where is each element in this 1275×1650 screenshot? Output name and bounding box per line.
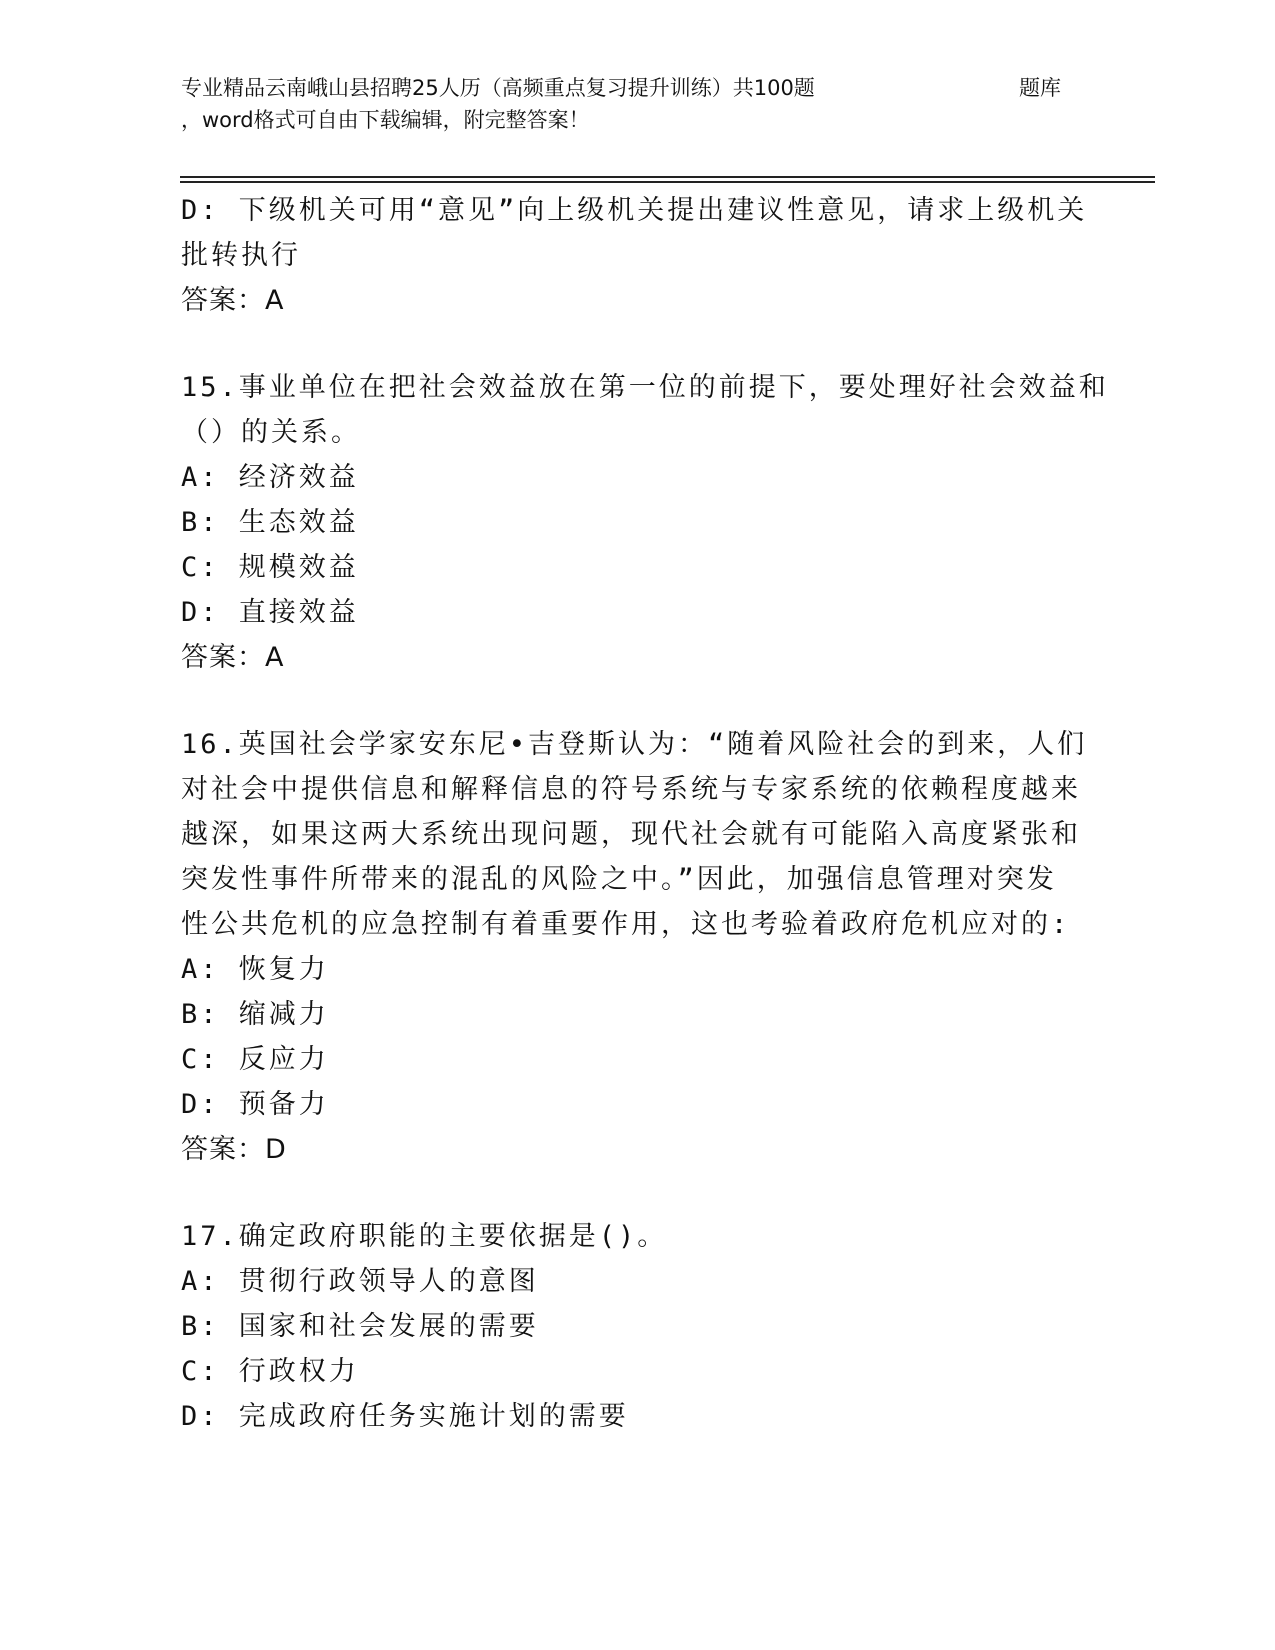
page-header — [181, 72, 1081, 136]
option-c: C: 反应力 — [181, 1044, 329, 1075]
option-a: A: 恢复力 — [181, 954, 329, 985]
option-b: B: 国家和社会发展的需要 — [181, 1311, 539, 1342]
option-d-continued: 批转执行 — [181, 240, 301, 271]
option-d: D: 下级机关可用“意见”向上级机关提出建议性意见，请求上级机关 — [181, 195, 1088, 226]
question-15 — [181, 365, 1109, 680]
question-stem-continued: 性公共危机的应急控制有着重要作用，这也考验着政府危机应对的: — [181, 909, 1071, 940]
option-b: B: 缩减力 — [181, 999, 329, 1030]
option-d: D: 预备力 — [181, 1089, 329, 1120]
question-stem: 16.英国社会学家安东尼•吉登斯认为：“随着风险社会的到来，人们 — [181, 729, 1088, 760]
option-c: C: 规模效益 — [181, 552, 359, 583]
option-d: D: 完成政府任务实施计划的需要 — [181, 1401, 629, 1432]
question-stem: 15.事业单位在把社会效益放在第一位的前提下，要处理好社会效益和 — [181, 372, 1109, 403]
option-c: C: 行政权力 — [181, 1356, 359, 1387]
header-title: 专业精品云南峨山县招聘25人历（高频重点复习提升训练）共100题 — [181, 76, 815, 100]
option-b: B: 生态效益 — [181, 507, 359, 538]
question-stem-continued: 突发性事件所带来的混乱的风险之中。”因此，加强信息管理对突发 — [181, 864, 1057, 895]
question-stem-continued: 对社会中提供信息和解释信息的符号系统与专家系统的依赖程度越来 — [181, 774, 1081, 805]
question-stem-continued: （）的关系。 — [181, 417, 361, 448]
question-stem-continued: 越深，如果这两大系统出现问题，现代社会就有可能陷入高度紧张和 — [181, 819, 1081, 850]
document-body — [181, 188, 1109, 1439]
header-label: 题库 — [1019, 76, 1061, 100]
option-a: A: 贯彻行政领导人的意图 — [181, 1266, 539, 1297]
question-17 — [181, 1214, 1081, 1439]
header-divider-top — [180, 176, 1155, 178]
answer: 答案：D — [181, 1134, 287, 1165]
header-divider-bottom — [180, 181, 1155, 183]
question-16 — [181, 722, 1088, 1172]
header-line-1 — [181, 72, 1081, 104]
option-d: D: 直接效益 — [181, 597, 359, 628]
option-a: A: 经济效益 — [181, 462, 359, 493]
answer: 答案：A — [181, 642, 285, 673]
question-14-tail — [181, 188, 1088, 323]
answer: 答案：A — [181, 285, 285, 316]
question-stem: 17.确定政府职能的主要依据是()。 — [181, 1221, 668, 1252]
header-line-2: ，word格式可自由下载编辑，附完整答案！ — [181, 108, 590, 132]
